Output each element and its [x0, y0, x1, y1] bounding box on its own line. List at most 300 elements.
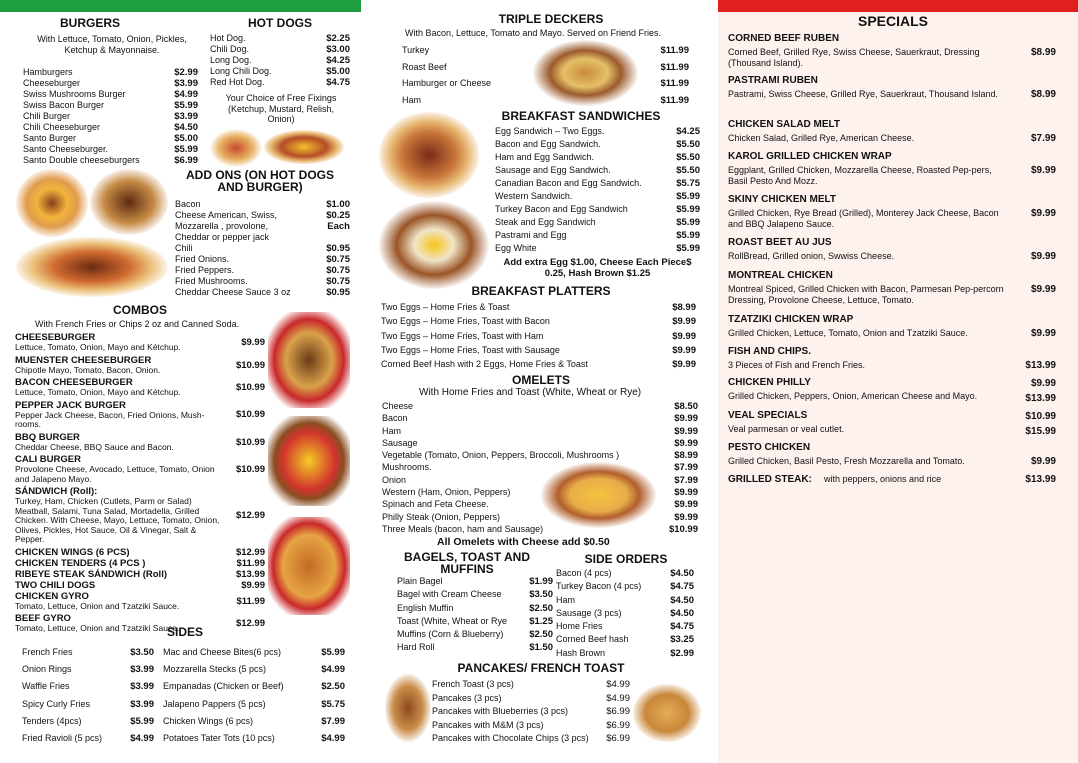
menu-item-name: Cheese American, Swiss, — [175, 210, 278, 220]
menu-item-price: $5.99 — [676, 243, 700, 254]
menu-item-row — [432, 692, 630, 706]
menu-item-row — [175, 287, 350, 298]
menu-item-row — [23, 111, 198, 122]
menu-item-price: $4.99 — [321, 732, 345, 744]
combo-item-description: Provolone Cheese, Avocado, Lettuce, Tomato, Onion and Jalapeno Mayo. — [15, 464, 215, 484]
menu-item-row — [22, 678, 154, 695]
menu-item-price: $0.75 — [326, 276, 350, 287]
menu-item-price: $5.99 — [174, 100, 198, 111]
menu-item-price: $11.99 — [660, 94, 689, 106]
menu-item-name: Sausage — [382, 437, 418, 448]
special-item-description: RollBread, Grilled onion, Swwiss Cheese. — [728, 251, 895, 261]
menu-item-price: $5.99 — [676, 204, 700, 215]
menu-item-name: Mozzarella Stecks (5 pcs) — [163, 664, 267, 675]
hotdog-image — [210, 129, 262, 167]
combo-item-price: $11.99 — [236, 557, 265, 569]
menu-item-price: $2.99 — [670, 647, 694, 659]
combo-item-name: SÁNDWICH (Roll): — [15, 486, 98, 497]
menu-item-price: $5.99 — [676, 191, 700, 202]
menu-item-row — [23, 67, 198, 78]
menu-item-name: Bacon — [175, 199, 201, 209]
combo-item-name: BACON CHEESEBURGER — [15, 377, 133, 388]
menu-item-row — [382, 511, 698, 523]
menu-item-price: $4.99 — [606, 679, 630, 690]
menu-item-price: $4.99 — [321, 664, 345, 676]
menu-item-name: Long Dog. — [210, 55, 252, 65]
menu-item-price: $3.25 — [670, 634, 694, 646]
menu-item-row — [495, 138, 700, 151]
menu-item-name: Vegetable (Tomato, Onion, Peppers, Broccoli, Mushrooms ) — [382, 450, 620, 461]
menu-item-name: Plain Bagel — [397, 576, 443, 586]
menu-item-name: Two Eggs – Home Fries, Toast with Ham — [381, 330, 544, 341]
combo-item-description: Tomato, Lettuce, Onion and Tzatziki Sauce. — [15, 600, 180, 611]
menu-item-row — [210, 55, 350, 66]
menu-item-price: $5.99 — [174, 144, 198, 155]
menu-item-price: $2.50 — [321, 681, 345, 693]
special-item-description: Chicken Salad, Grilled Rye, American Cheese. — [728, 133, 915, 143]
menu-item-price: $5.00 — [174, 133, 198, 144]
menu-item-row — [397, 588, 553, 601]
menu-item-price: $5.75 — [676, 178, 700, 189]
special-item-name: GRILLED STEAK: — [728, 474, 812, 485]
burgers-heading: BURGERS — [59, 16, 120, 30]
special-item-price: $8.99 — [1030, 89, 1056, 100]
pancakes-heading: PANCAKES/ FRENCH TOAST — [457, 661, 625, 675]
special-item-name: TZATZIKI CHICKEN WRAP — [728, 314, 854, 325]
special-item-price: $10.99 — [1025, 411, 1056, 422]
menu-item-row — [382, 449, 698, 461]
menu-item-price: $5.99 — [130, 715, 154, 727]
menu-item-row — [163, 661, 345, 678]
menu-item-price: $3.99 — [174, 111, 198, 122]
menu-item-name: Mozzarella , provolone, — [175, 221, 269, 231]
menu-item-price: $3.99 — [174, 78, 198, 89]
menu-item-row — [381, 314, 696, 328]
special-item-price: $13.99 — [1025, 474, 1056, 485]
combo-item-price: $10.99 — [235, 409, 265, 421]
menu-item-name: Chili Dog. — [210, 44, 250, 54]
menu-item-price: $3.00 — [326, 44, 350, 55]
menu-item-row — [22, 713, 154, 730]
combos-list — [15, 333, 265, 637]
combo-item-description: Turkey, Ham, Chicken (Cutlets, Parm or Salad) Meatball, Salami, Tuna Salad, Mortadella, Grilled Chicken. With Cheese, Mayo, Lettuce, Tomato, Onion, Olives, Pickles, Hot Sauce, Oil & Vinegar, Salt & Pepper. — [15, 496, 220, 544]
combo-item — [15, 378, 265, 398]
menu-item-price: $9.99 — [672, 344, 696, 356]
menu-item-price: $4.50 — [670, 594, 694, 606]
menu-item-price: $3.99 — [130, 664, 154, 676]
menu-item-row — [175, 210, 350, 221]
combo-item-name: CHICKEN TENDERS (4 PCS ) — [15, 557, 146, 569]
menu-item-name: Roast Beef — [402, 61, 447, 72]
menu-item-name: Fried Mushrooms. — [175, 276, 248, 286]
menu-item-row — [495, 151, 700, 164]
menu-item-row — [175, 265, 350, 276]
hotdogs-heading: HOT DOGS — [247, 16, 312, 30]
menu-item-row — [163, 678, 345, 695]
menu-item-row — [397, 628, 553, 641]
combo-item-description: Lettuce, Tomato, Onion, Mayo and Kétchup. — [15, 342, 181, 352]
menu-item-name: Potatoes Tater Tots (10 pcs) — [163, 732, 275, 743]
combo-item-name: RIBEYE STEAK SÁNDWICH (Roll) — [15, 568, 167, 580]
menu-item-name: Pancakes with Blueberries (3 pcs) — [432, 706, 569, 717]
menu-item-row — [556, 567, 694, 580]
menu-item-name: Santo Burger — [23, 133, 77, 143]
menu-item-name: Santo Double cheeseburgers — [23, 155, 140, 165]
menu-item-name: French Toast (3 pcs) — [432, 679, 514, 689]
menu-item-price: $7.99 — [674, 462, 698, 474]
menu-item-name: Home Fries — [556, 621, 603, 632]
menu-item-row — [432, 719, 630, 733]
menu-item-row — [556, 633, 694, 646]
menu-item-name: Swiss Mushrooms Burger — [23, 89, 126, 99]
specials-heading: SPECIALS — [857, 13, 928, 29]
menu-item-row — [397, 602, 553, 615]
menu-item-price: $4.99 — [174, 89, 198, 100]
hotdog-mustard-image — [264, 130, 344, 164]
menu-item-name: Turkey Bacon (4 pcs) — [556, 581, 642, 592]
menu-item-row — [382, 412, 698, 424]
menu-item-price: $1.00 — [326, 199, 350, 210]
menu-item-row — [22, 730, 154, 747]
menu-item-name: Empanadas (Chicken or Beef) — [163, 681, 284, 692]
menu-item-name: Bagel with Cream Cheese — [397, 589, 502, 600]
menu-item-name: Hamburgers — [23, 67, 73, 77]
omelets-list — [382, 400, 698, 535]
menu-item-price: $9.99 — [674, 499, 698, 511]
french-toast-image — [385, 674, 431, 742]
special-item-price: $7.99 — [1030, 133, 1056, 144]
combo-item-price: $12.99 — [235, 546, 265, 558]
breakfast-platters-heading: BREAKFAST PLATTERS — [471, 284, 611, 298]
menu-item-price: $0.95 — [326, 243, 350, 254]
menu-item-name: Tenders (4pcs) — [22, 715, 82, 726]
menu-item-row — [381, 300, 696, 314]
menu-item-name: Two Eggs – Home Fries, Toast with Sausage — [381, 344, 560, 355]
special-item-price: $9.99 — [1030, 251, 1056, 262]
combo-item-name: MUENSTER CHEESEBURGER — [15, 354, 152, 366]
bagels-list — [397, 575, 553, 655]
menu-item-price: $0.25 — [326, 210, 350, 221]
burger-image — [90, 169, 168, 235]
special-item-description: Corned Beef, Grilled Rye, Swiss Cheese, Sauerkraut, Dressing (Thousand Island). — [728, 47, 980, 68]
eggs-platter-image — [379, 201, 489, 289]
menu-item-name: Ham — [402, 94, 422, 105]
menu-item-name: Canadian Bacon and Egg Sandwich. — [495, 178, 642, 188]
menu-item-name: Sausage (3 pcs) — [556, 607, 622, 618]
special-item-description: with peppers, onions and rice — [824, 474, 942, 484]
special-item-name: CHICKEN PHILLY — [728, 377, 811, 388]
menu-item-name: Corned Beef Hash with 2 Eggs, Home Fries & Toast — [381, 359, 588, 370]
menu-item-row — [22, 696, 154, 713]
menu-item-price: $6.99 — [606, 733, 630, 745]
menu-item-price: $3.99 — [130, 681, 154, 693]
menu-item-price: $4.50 — [670, 607, 694, 619]
menu-item-row — [23, 78, 198, 89]
menu-item-name: Pancakes with M&M (3 pcs) — [432, 719, 544, 730]
menu-item-name: Hamburger or Cheese — [402, 78, 492, 88]
combo-item — [15, 592, 265, 612]
menu-panel-left — [0, 12, 361, 763]
flag-green-stripe — [0, 0, 361, 12]
menu-item-name: Chili Burger — [23, 111, 71, 121]
combo-item-price: $9.99 — [241, 337, 265, 348]
special-item-description: Grilled Chicken, Peppers, Onion, American Cheese and Mayo. — [728, 391, 978, 401]
menu-item-price: $9.99 — [672, 359, 696, 371]
menu-item-name: Turkey Bacon and Egg Sandwich — [495, 204, 628, 214]
combo-item-name: CHICKEN WINGS (6 PCS) — [15, 546, 130, 558]
menu-item-row — [23, 133, 198, 144]
menu-item-row — [23, 100, 198, 111]
combo-item-price: $13.99 — [235, 568, 265, 580]
menu-item-name: Onion — [382, 474, 407, 485]
special-item-description: Eggplant, Grilled Chicken, Mozzarella Cheese, Roasted Pep-pers, Basil Pesto And Mozz. — [728, 165, 992, 186]
special-item-price-large: $15.99 — [1025, 426, 1056, 437]
menu-item-row — [22, 644, 154, 661]
combo-item — [15, 356, 265, 376]
menu-item-price: $5.99 — [676, 217, 700, 228]
menu-item-name: French Fries — [22, 647, 73, 657]
addons-list — [175, 199, 350, 298]
combo-burger-fries-image — [268, 312, 350, 408]
flag-white-stripe — [361, 0, 718, 12]
breakfast-sandwiches-heading: BREAKFAST SANDWICHES — [501, 109, 661, 123]
menu-item-price: $5.99 — [676, 230, 700, 241]
menu-panel-middle — [361, 12, 718, 763]
menu-item-price: $10.99 — [668, 523, 698, 535]
special-item-description: Grilled Chicken, Basil Pesto, Fresh Mozzarella and Tomato. — [728, 456, 965, 466]
menu-item-row — [397, 575, 553, 588]
menu-item-price: $5.75 — [321, 698, 345, 710]
menu-item-price: $5.50 — [676, 139, 700, 150]
menu-item-name: Western Sandwich. — [495, 191, 573, 201]
menu-item-name: Hot Dog. — [210, 33, 246, 43]
menu-item-price: $4.50 — [174, 122, 198, 133]
special-item-description: Veal parmesan or veal cutlet. — [728, 424, 845, 434]
menu-item-row — [163, 713, 345, 730]
special-item-name: CHICKEN SALAD MELT — [728, 119, 841, 130]
burgers-description: With Lettuce, Tomato, Onion, Pickles, Ketchup & Mayonnaise. — [37, 34, 187, 55]
menu-item-name: Corned Beef hash — [556, 634, 629, 645]
combo-item — [15, 581, 265, 591]
combo-item-price: $12.99 — [235, 510, 265, 521]
cheeseburger-image — [16, 169, 88, 237]
menu-item-price: $11.99 — [660, 61, 689, 73]
combo-item-price: $9.99 — [241, 579, 265, 591]
menu-item-name: Chili Cheeseburger — [23, 122, 101, 132]
menu-item-row — [556, 594, 694, 607]
breakfast-sandwich-image — [379, 112, 479, 198]
side-orders-list — [556, 567, 694, 660]
menu-item-name: Philly Steak (Onion, Peppers) — [382, 511, 501, 522]
menu-item-name: Cheeseburger — [23, 78, 81, 88]
menu-item-row — [556, 607, 694, 620]
combo-item — [15, 548, 265, 558]
special-item-description: Pastrami, Swiss Cheese, Grilled Rye, Sauerkraut, Thousand Island. — [728, 89, 998, 99]
menu-item-row — [175, 199, 350, 210]
sides-right-list — [163, 644, 345, 747]
menu-item-name: Long Chili Dog. — [210, 66, 272, 76]
menu-item-row — [22, 661, 154, 678]
menu-item-name: Fried Peppers. — [175, 265, 235, 275]
hotdogs-list — [210, 33, 350, 88]
combo-item — [15, 487, 265, 545]
menu-item-name: Fried Ravioli (5 pcs) — [22, 732, 103, 743]
combos-heading: COMBOS — [113, 303, 167, 317]
menu-item-row — [397, 615, 553, 628]
menu-item-row — [23, 155, 198, 166]
combos-description: With French Fries or Chips 2 oz and Canned Soda. — [35, 319, 240, 329]
menu-item-name: English Muffin — [397, 602, 454, 613]
menu-item-price: $0.75 — [326, 254, 350, 265]
menu-item-row — [495, 229, 700, 242]
combo-item — [15, 559, 265, 569]
menu-item-name: Mac and Cheese Bites(6 pcs) — [163, 647, 282, 657]
combo-item-description: Tomato, Lettuce, Onion and Tzatziki Sauce. — [15, 623, 180, 633]
special-item-name: MONTREAL CHICKEN — [728, 270, 833, 281]
menu-item-price: $9.99 — [674, 437, 698, 449]
menu-item-row — [382, 400, 698, 412]
menu-item-price: $9.99 — [674, 487, 698, 499]
flag-red-stripe — [718, 0, 1078, 12]
special-item-price: $13.99 — [1025, 360, 1056, 371]
menu-item-name: Swiss Bacon Burger — [23, 100, 105, 110]
combo-item-name: BBQ BURGER — [15, 431, 80, 443]
combo-item-name: PEPPER JACK BURGER — [15, 399, 126, 411]
combo-item-name: CHICKEN GYRO — [15, 590, 89, 602]
menu-item-price: $6.99 — [606, 706, 630, 718]
menu-item-row — [382, 437, 698, 449]
menu-item-name: Mushrooms. — [382, 462, 432, 473]
menu-item-name: Two Eggs – Home Fries, Toast with Bacon — [381, 316, 550, 327]
menu-item-row — [495, 177, 700, 190]
menu-item-price: $4.25 — [676, 126, 700, 137]
menu-item-price: $7.99 — [321, 715, 345, 727]
menu-item-price: $4.99 — [130, 732, 154, 744]
special-item-description: Montreal Spiced, Grilled Chicken with Bacon, Parmesan Pep-percorn Dressing, Provolone Cheese, Lettuce, Tomato. — [728, 284, 1004, 305]
omelet-image — [541, 462, 656, 528]
menu-item-row — [210, 66, 350, 77]
menu-item-name: Three Meals (bacon, ham and Sausage) — [382, 523, 544, 534]
menu-item-row — [163, 730, 345, 747]
menu-item-row — [163, 644, 345, 661]
combo-item-name: TWO CHILI DOGS — [15, 579, 96, 591]
menu-item-price: $1.99 — [529, 576, 553, 587]
menu-item-price: Each — [327, 221, 350, 232]
menu-item-price: $1.50 — [529, 642, 553, 654]
menu-item-row — [381, 329, 696, 343]
burgers-list — [23, 67, 198, 166]
special-item-name: KAROL GRILLED CHICKEN WRAP — [728, 151, 892, 162]
special-item-name: FISH AND CHIPS. — [728, 346, 811, 357]
menu-item-name: Hash Brown — [556, 647, 606, 658]
menu-item-price: $5.99 — [321, 647, 345, 658]
menu-item-name: Ham — [382, 425, 402, 436]
menu-item-price: $6.99 — [174, 155, 198, 166]
menu-item-name: Pancakes with Chocolate Chips (3 pcs) — [432, 733, 589, 744]
menu-item-name: Western (Ham, Onion, Peppers) — [382, 487, 511, 498]
special-item-description: Grilled Chicken, Lettuce, Tomato, Onion and Tzatziki Sauce. — [728, 328, 968, 338]
combo-item-description: Chipotle Mayo, Tomato, Bacon, Onion. — [15, 364, 161, 375]
menu-item-row — [381, 357, 696, 371]
menu-item-row — [432, 732, 630, 746]
menu-item-price: $2.99 — [174, 67, 198, 78]
menu-item-price: $11.99 — [660, 45, 689, 56]
menu-item-price: $9.99 — [674, 425, 698, 437]
menu-item-price: $4.50 — [670, 568, 694, 579]
menu-item-name: Spinach and Feta Cheese. — [382, 499, 489, 510]
menu-item-row — [432, 678, 630, 692]
menu-item-name: Ham and Egg Sandwich. — [495, 152, 595, 162]
menu-item-price: $9.99 — [674, 413, 698, 425]
combo-item-price: $11.99 — [236, 595, 265, 607]
menu-item-name: Spicy Curly Fries — [22, 698, 91, 709]
menu-item-price: $4.75 — [326, 77, 350, 88]
hotdog-burger-image — [16, 237, 168, 297]
combo-item — [15, 333, 265, 353]
menu-item-row — [175, 221, 350, 232]
pancakes-image — [633, 684, 701, 742]
special-item-name: VEAL SPECIALS — [728, 410, 808, 421]
special-item-price: $9.99 — [1030, 328, 1056, 339]
combo-item-description: Pepper Jack Cheese, Bacon, Fried Onions, Mush-rooms. — [15, 409, 205, 429]
side-orders-heading: SIDE ORDERS — [584, 552, 668, 566]
menu-item-price: $2.25 — [326, 33, 350, 44]
breakfast-platters-list — [381, 300, 696, 371]
menu-panel-specials — [718, 12, 1078, 763]
menu-item-row — [495, 125, 700, 138]
combo-item-description: Cheddar Cheese, BBQ Sauce and Bacon. — [15, 441, 174, 452]
menu-item-price: $0.95 — [326, 287, 350, 298]
menu-item-name: Bacon and Egg Sandwich. — [495, 139, 601, 149]
menu-item-row — [495, 216, 700, 229]
menu-item-name: Bacon — [382, 413, 408, 424]
menu-item-name: Chicken Wings (6 pcs) — [163, 715, 254, 726]
menu-item-price: $4.75 — [670, 581, 694, 593]
menu-item-row — [23, 122, 198, 133]
menu-item-row — [175, 232, 350, 243]
menu-item-price: $5.00 — [326, 66, 350, 77]
menu-item-row — [175, 254, 350, 265]
breakfast-extras-note: Add extra Egg $1.00, Cheese Each Piece$ 0.25, Hash Brown $1.25 — [503, 257, 692, 279]
menu-item-row — [210, 44, 350, 55]
special-item-name: CORNED BEEF RUBEN — [728, 33, 840, 44]
combo-chips-soda-image — [268, 416, 350, 506]
menu-item-name: Chili — [175, 243, 193, 253]
special-item-name: ROAST BEET AU JUS — [728, 237, 832, 248]
menu-item-price: $1.25 — [529, 615, 553, 627]
menu-item-price: $2.50 — [529, 629, 553, 641]
menu-item-row — [175, 243, 350, 254]
special-item-price: $9.99 — [1030, 456, 1056, 467]
menu-item-row — [382, 523, 698, 535]
menu-item-price: $6.99 — [606, 719, 630, 731]
triple-decker-image — [533, 40, 638, 106]
omelets-heading: OMELETS — [511, 373, 570, 387]
special-item-price: $9.99 — [1030, 378, 1056, 389]
menu-item-price: $9.99 — [672, 316, 696, 328]
menu-item-row — [495, 164, 700, 177]
menu-item-price: $9.99 — [672, 330, 696, 342]
menu-item-name: Red Hot Dog. — [210, 77, 265, 87]
menu-item-name: Cheese — [382, 401, 414, 411]
menu-item-row — [210, 77, 350, 88]
special-item-description: Grilled Chicken, Rye Bread (Grilled), Monterey Jack Cheese, Bacon and BBQ Jalapeno Sauce. — [728, 208, 999, 229]
menu-item-price: $3.50 — [529, 589, 553, 601]
combo-item-name: CHEESEBURGER — [15, 332, 96, 343]
triple-deckers-heading: TRIPLE DECKERS — [498, 12, 604, 26]
combo-item — [15, 433, 265, 453]
menu-item-row — [556, 580, 694, 593]
